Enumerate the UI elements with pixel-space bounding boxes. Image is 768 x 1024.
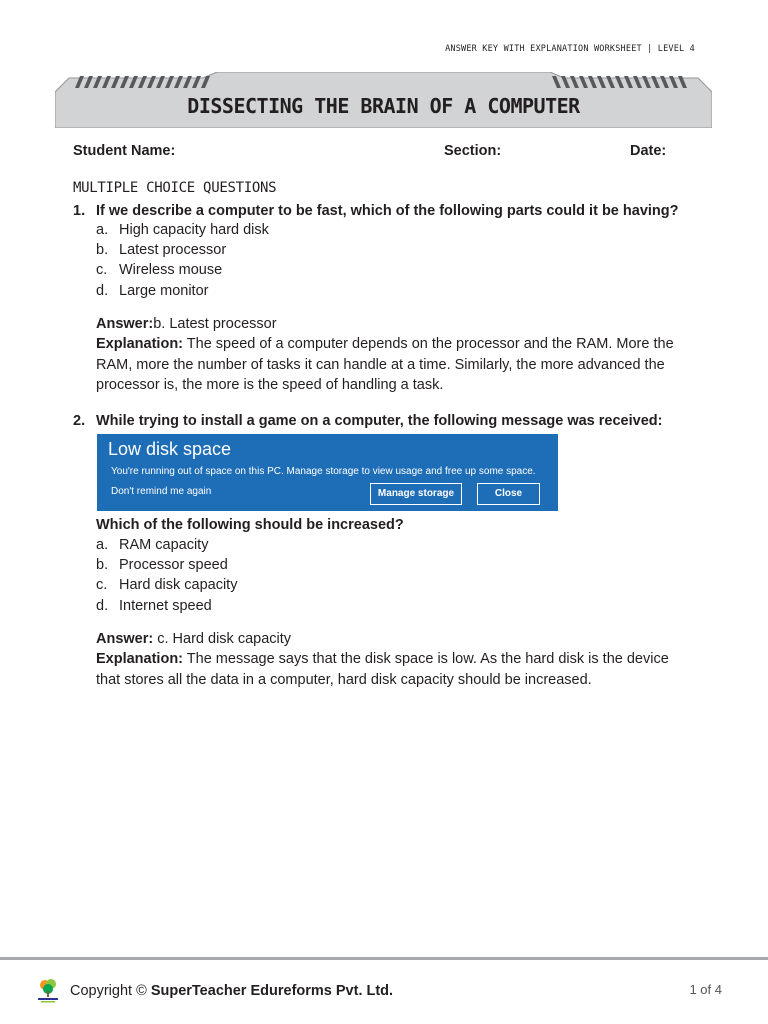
- option-text: RAM capacity: [119, 537, 209, 553]
- question-text: If we describe a computer to be fast, which of the following parts could it be having?: [96, 203, 679, 219]
- page-number: 1 of 4: [689, 982, 722, 997]
- option-item: [96, 242, 226, 262]
- option-item: [96, 283, 208, 303]
- option-text: Wireless mouse: [119, 262, 223, 278]
- explanation-text: The speed of a computer depends on the processor and the RAM. More the RAM, more the number of tasks it can handle at a time. Similarly, the more advanced the processor is, the more is the speed of handling a task.: [96, 336, 674, 393]
- answer-text: b. Latest processor: [153, 316, 277, 332]
- copyright-text: [70, 983, 393, 999]
- dialog-message: You're running out of space on this PC. Manage storage to view usage and free up some space.: [111, 466, 536, 477]
- answer-line: [96, 629, 696, 650]
- option-item: [96, 262, 222, 282]
- option-letter: c.: [96, 577, 108, 593]
- superteacher-logo: [36, 977, 60, 1005]
- option-item: [96, 598, 212, 618]
- answer-line: [96, 314, 696, 335]
- section-field: Section:: [444, 143, 502, 159]
- section-heading: MULTIPLE CHOICE QUESTIONS: [73, 180, 277, 196]
- option-item: [96, 537, 208, 557]
- option-letter: a.: [96, 537, 109, 553]
- option-letter: b.: [96, 557, 109, 573]
- title-banner: [55, 72, 712, 128]
- option-text: Large monitor: [119, 283, 209, 299]
- option-item: [96, 222, 269, 242]
- question-number: 2.: [73, 413, 86, 429]
- answer-label: Answer:: [96, 631, 154, 647]
- option-letter: b.: [96, 242, 109, 258]
- option-letter: d.: [96, 283, 109, 299]
- dialog-title: Low disk space: [108, 439, 232, 459]
- tree-logo-icon: [36, 977, 60, 1005]
- date-field: Date:: [630, 143, 667, 159]
- footer-divider: [0, 957, 768, 960]
- explanation-label: Explanation:: [96, 336, 184, 352]
- answer-text: c. Hard disk capacity: [157, 631, 292, 647]
- student-name-field: Student Name:: [73, 143, 176, 159]
- option-letter: d.: [96, 598, 109, 614]
- close-button: Close: [477, 483, 540, 505]
- option-item: [96, 577, 237, 597]
- page-title: DISSECTING THE BRAIN OF A COMPUTER: [187, 94, 580, 118]
- explanation-text: The message says that the disk space is low. As the hard disk is the device that stores all the data in a computer, hard disk capacity should be increased.: [96, 651, 669, 688]
- option-text: High capacity hard disk: [119, 222, 269, 238]
- option-letter: c.: [96, 262, 108, 278]
- subquestion-text: Which of the following should be increased?: [96, 517, 404, 533]
- option-text: Internet speed: [119, 598, 212, 614]
- explanation-paragraph: [96, 649, 696, 690]
- option-item: [96, 557, 228, 577]
- dont-remind-link: Don't remind me again: [111, 486, 212, 497]
- worksheet-level-label: ANSWER KEY WITH EXPLANATION WORKSHEET | LEVEL 4: [445, 44, 695, 54]
- option-text: Hard disk capacity: [119, 577, 238, 593]
- low-disk-space-dialog: [97, 434, 558, 511]
- copyright-prefix: Copyright ©: [70, 983, 147, 999]
- option-text: Processor speed: [119, 557, 228, 573]
- answer-label: Answer:: [96, 316, 154, 332]
- option-text: Latest processor: [119, 242, 227, 258]
- manage-storage-button: Manage storage: [370, 483, 462, 505]
- question-text: While trying to install a game on a computer, the following message was received:: [96, 413, 663, 429]
- explanation-paragraph: [96, 334, 696, 396]
- question-number: 1.: [73, 203, 86, 219]
- company-name: SuperTeacher Edureforms Pvt. Ltd.: [150, 983, 394, 999]
- explanation-label: Explanation:: [96, 651, 184, 667]
- option-letter: a.: [96, 222, 109, 238]
